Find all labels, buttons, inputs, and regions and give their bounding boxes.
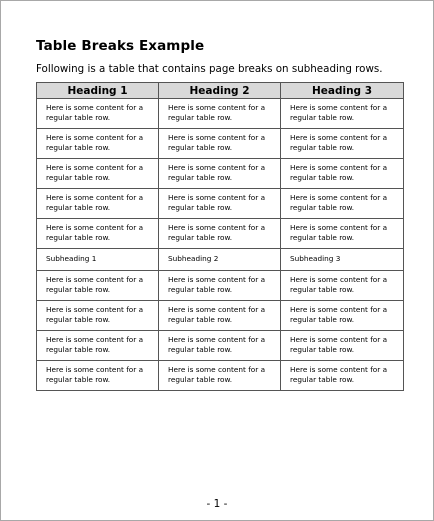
table-cell: Here is some content for a regular table row. bbox=[159, 271, 281, 301]
table-row bbox=[37, 219, 404, 249]
subheading-row bbox=[37, 249, 404, 271]
table-cell: Here is some content for a regular table row. bbox=[159, 361, 281, 391]
table-header-row bbox=[37, 83, 404, 99]
table-cell: Here is some content for a regular table row. bbox=[281, 219, 404, 249]
table-cell: Here is some content for a regular table row. bbox=[37, 129, 159, 159]
table-row bbox=[37, 331, 404, 361]
subheading-cell: Subheading 3 bbox=[281, 249, 404, 271]
table-cell: Here is some content for a regular table row. bbox=[159, 301, 281, 331]
intro-paragraph: Following is a table that contains page breaks on subheading rows. bbox=[36, 63, 383, 75]
table-row bbox=[37, 159, 404, 189]
table-row bbox=[37, 301, 404, 331]
table-row bbox=[37, 99, 404, 129]
table-cell: Here is some content for a regular table row. bbox=[37, 271, 159, 301]
column-header: Heading 1 bbox=[37, 83, 159, 99]
table-row bbox=[37, 129, 404, 159]
table-cell: Here is some content for a regular table row. bbox=[159, 331, 281, 361]
page-number: - 1 - bbox=[206, 498, 228, 510]
subheading-cell: Subheading 1 bbox=[37, 249, 159, 271]
table-cell: Here is some content for a regular table row. bbox=[281, 271, 404, 301]
table-cell: Here is some content for a regular table row. bbox=[37, 159, 159, 189]
table-cell: Here is some content for a regular table row. bbox=[37, 301, 159, 331]
table-row bbox=[37, 189, 404, 219]
page-title: Table Breaks Example bbox=[36, 38, 205, 54]
table-cell: Here is some content for a regular table row. bbox=[37, 219, 159, 249]
column-header: Heading 3 bbox=[281, 83, 404, 99]
table-cell: Here is some content for a regular table row. bbox=[281, 159, 404, 189]
table-cell: Here is some content for a regular table row. bbox=[159, 99, 281, 129]
table-cell: Here is some content for a regular table row. bbox=[159, 189, 281, 219]
table-cell: Here is some content for a regular table row. bbox=[281, 99, 404, 129]
table-row bbox=[37, 361, 404, 391]
column-header: Heading 2 bbox=[159, 83, 281, 99]
subheading-cell: Subheading 2 bbox=[159, 249, 281, 271]
table-cell: Here is some content for a regular table row. bbox=[159, 159, 281, 189]
table-row bbox=[37, 271, 404, 301]
table-cell: Here is some content for a regular table row. bbox=[281, 301, 404, 331]
table-cell: Here is some content for a regular table row. bbox=[159, 219, 281, 249]
table-cell: Here is some content for a regular table row. bbox=[281, 331, 404, 361]
table-cell: Here is some content for a regular table row. bbox=[37, 331, 159, 361]
table-cell: Here is some content for a regular table row. bbox=[281, 129, 404, 159]
table-cell: Here is some content for a regular table row. bbox=[159, 129, 281, 159]
table-cell: Here is some content for a regular table row. bbox=[281, 189, 404, 219]
table-cell: Here is some content for a regular table row. bbox=[37, 361, 159, 391]
data-table bbox=[36, 82, 404, 391]
table-cell: Here is some content for a regular table row. bbox=[37, 189, 159, 219]
table-cell: Here is some content for a regular table row. bbox=[37, 99, 159, 129]
table-cell: Here is some content for a regular table row. bbox=[281, 361, 404, 391]
